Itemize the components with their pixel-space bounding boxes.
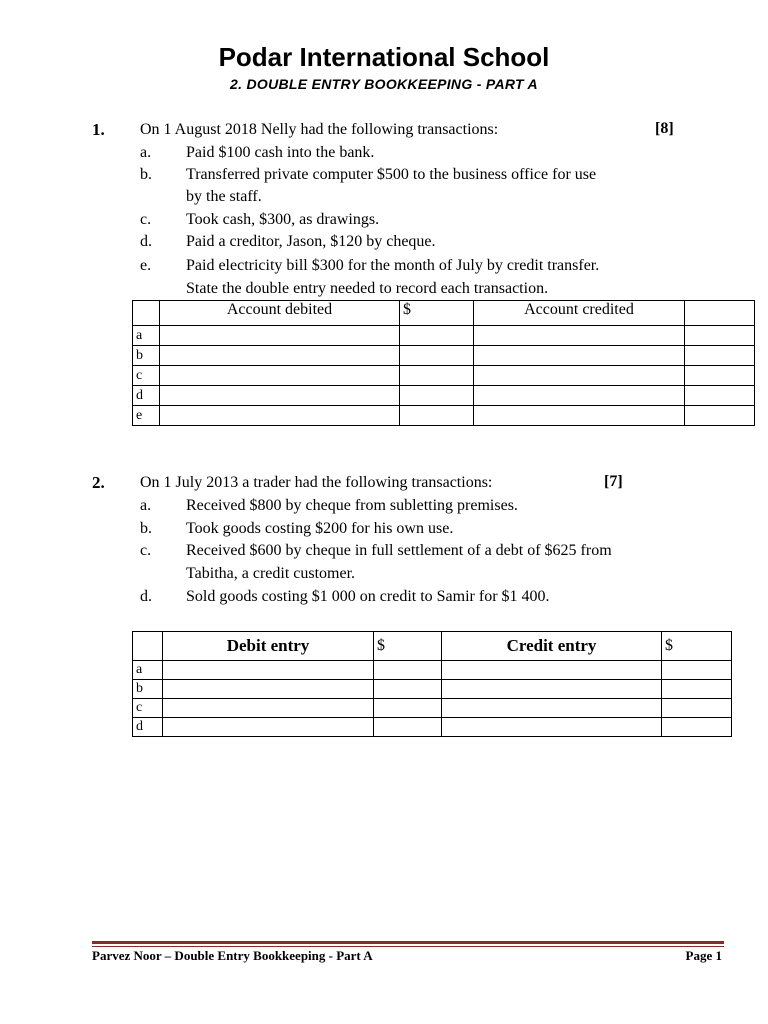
answer-cell[interactable] bbox=[160, 346, 400, 366]
row-label: c bbox=[133, 366, 160, 386]
row-label: e bbox=[133, 406, 160, 426]
answer-cell[interactable] bbox=[163, 661, 374, 680]
row-label: a bbox=[133, 326, 160, 346]
q1-item-letter: e. bbox=[140, 257, 152, 274]
q1-instruction: State the double entry needed to record each transaction. bbox=[186, 280, 549, 297]
answer-cell[interactable] bbox=[662, 718, 732, 737]
answer-cell[interactable] bbox=[442, 699, 662, 718]
q1-item-text: Paid a creditor, Jason, $120 by cheque. bbox=[186, 233, 436, 250]
q2-item-letter: c. bbox=[140, 542, 152, 559]
answer-cell[interactable] bbox=[374, 680, 442, 699]
table-row bbox=[133, 406, 755, 426]
answer-cell[interactable] bbox=[685, 326, 755, 346]
answer-cell[interactable] bbox=[685, 386, 755, 406]
table-row bbox=[133, 699, 732, 718]
question-1-marks: [8] bbox=[655, 120, 674, 137]
table-row bbox=[133, 718, 732, 737]
answer-cell[interactable] bbox=[685, 406, 755, 426]
row-label: b bbox=[133, 680, 163, 699]
table-header-row bbox=[133, 632, 732, 661]
table-header-row bbox=[133, 301, 755, 326]
answer-cell[interactable] bbox=[163, 699, 374, 718]
table-row bbox=[133, 366, 755, 386]
answer-cell[interactable] bbox=[400, 326, 474, 346]
q1-item-text: Transferred private computer $500 to the business office for use bbox=[186, 166, 597, 183]
q2-item-letter: b. bbox=[140, 520, 152, 537]
question-1-number: 1. bbox=[92, 120, 105, 139]
q1-item-text: Paid electricity bill $300 for the month of July by credit transfer. bbox=[186, 257, 600, 274]
header-amount: $ bbox=[400, 301, 474, 326]
q2-item-text: Received $600 by cheque in full settlement of a debt of $625 from bbox=[186, 542, 612, 559]
answer-cell[interactable] bbox=[374, 718, 442, 737]
answer-cell[interactable] bbox=[685, 366, 755, 386]
table-row bbox=[133, 680, 732, 699]
header-credit-entry: Credit entry bbox=[442, 632, 662, 661]
q1-item-text-continued: by the staff. bbox=[186, 188, 262, 205]
answer-cell[interactable] bbox=[474, 406, 685, 426]
row-label: a bbox=[133, 661, 163, 680]
answer-cell[interactable] bbox=[400, 386, 474, 406]
header-account-debited: Account debited bbox=[160, 301, 400, 326]
q1-item-text: Paid $100 cash into the bank. bbox=[186, 144, 375, 161]
q1-answer-table bbox=[132, 300, 755, 426]
q2-item-text-continued: Tabitha, a credit customer. bbox=[186, 565, 356, 582]
q1-item-text: Took cash, $300, as drawings. bbox=[186, 211, 380, 228]
answer-cell[interactable] bbox=[374, 661, 442, 680]
footer-author: Parvez Noor – Double Entry Bookkeeping - Part A bbox=[92, 948, 373, 963]
answer-cell[interactable] bbox=[160, 326, 400, 346]
q1-item-letter: b. bbox=[140, 166, 152, 183]
answer-cell[interactable] bbox=[474, 366, 685, 386]
answer-cell[interactable] bbox=[400, 366, 474, 386]
q1-item-letter: a. bbox=[140, 144, 152, 161]
question-2-intro: On 1 July 2013 a trader had the following transactions: bbox=[140, 474, 493, 491]
q1-item-letter: c. bbox=[140, 211, 152, 228]
school-title: Podar International School bbox=[218, 42, 550, 72]
question-1-intro: On 1 August 2018 Nelly had the following transactions: bbox=[140, 121, 499, 138]
answer-cell[interactable] bbox=[662, 699, 732, 718]
answer-cell[interactable] bbox=[662, 680, 732, 699]
answer-cell[interactable] bbox=[474, 386, 685, 406]
q2-item-text: Sold goods costing $1 000 on credit to Samir for $1 400. bbox=[186, 588, 550, 605]
answer-cell[interactable] bbox=[474, 326, 685, 346]
question-2-number: 2. bbox=[92, 473, 105, 492]
answer-cell[interactable] bbox=[662, 661, 732, 680]
row-label: d bbox=[133, 386, 160, 406]
answer-cell[interactable] bbox=[474, 346, 685, 366]
header-amount: $ bbox=[374, 632, 442, 661]
table-row bbox=[133, 326, 755, 346]
answer-cell[interactable] bbox=[685, 346, 755, 366]
header-debit-entry: Debit entry bbox=[163, 632, 374, 661]
footer-rule-thin bbox=[92, 946, 724, 947]
header-amount: $ bbox=[662, 632, 732, 661]
answer-cell[interactable] bbox=[400, 406, 474, 426]
answer-cell[interactable] bbox=[442, 661, 662, 680]
q2-item-letter: a. bbox=[140, 497, 152, 514]
answer-cell[interactable] bbox=[374, 699, 442, 718]
row-label: c bbox=[133, 699, 163, 718]
header-cell bbox=[133, 632, 163, 661]
answer-cell[interactable] bbox=[163, 680, 374, 699]
table-row bbox=[133, 661, 732, 680]
header-cell bbox=[685, 301, 755, 326]
answer-cell[interactable] bbox=[442, 680, 662, 699]
row-label: d bbox=[133, 718, 163, 737]
answer-cell[interactable] bbox=[442, 718, 662, 737]
answer-cell[interactable] bbox=[400, 346, 474, 366]
q2-item-text: Took goods costing $200 for his own use. bbox=[186, 520, 454, 537]
q2-item-letter: d. bbox=[140, 588, 152, 605]
table-row bbox=[133, 346, 755, 366]
header-account-credited: Account credited bbox=[474, 301, 685, 326]
header-cell bbox=[133, 301, 160, 326]
answer-cell[interactable] bbox=[160, 406, 400, 426]
question-2-marks: [7] bbox=[604, 473, 623, 490]
answer-cell[interactable] bbox=[163, 718, 374, 737]
q2-answer-table bbox=[132, 631, 732, 737]
row-label: b bbox=[133, 346, 160, 366]
worksheet-subtitle: 2. DOUBLE ENTRY BOOKKEEPING - PART A bbox=[230, 76, 538, 92]
footer-rule-thick bbox=[92, 941, 724, 944]
q2-item-text: Received $800 by cheque from subletting premises. bbox=[186, 497, 518, 514]
answer-cell[interactable] bbox=[160, 386, 400, 406]
table-row bbox=[133, 386, 755, 406]
footer-page-number: Page 1 bbox=[685, 948, 722, 963]
q1-item-letter: d. bbox=[140, 233, 152, 250]
answer-cell[interactable] bbox=[160, 366, 400, 386]
